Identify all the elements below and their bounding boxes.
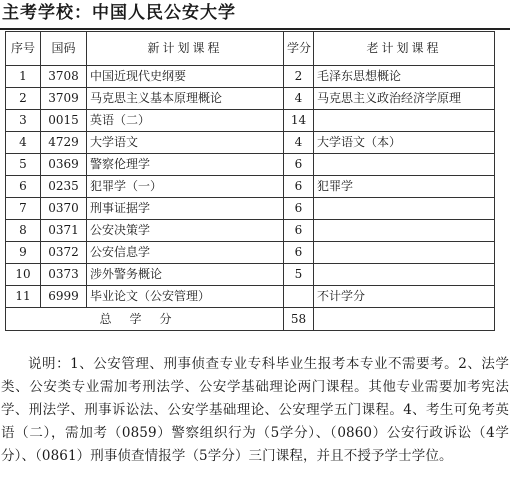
new-course-name: 涉外警务概论 [87, 264, 284, 286]
table-row [6, 286, 495, 308]
total-credits-label: 总学分 [6, 308, 284, 331]
row-number: 7 [6, 198, 41, 220]
old-course-name: 毛泽东思想概论 [314, 66, 495, 88]
old-course-name [314, 242, 495, 264]
course-credit: 6 [284, 198, 314, 220]
course-credit: 4 [284, 88, 314, 110]
course-code: 3708 [41, 66, 87, 88]
course-code: 0372 [41, 242, 87, 264]
course-credit: 6 [284, 242, 314, 264]
course-code: 3709 [41, 88, 87, 110]
table-row [6, 264, 495, 286]
total-row-empty-cell [314, 308, 495, 331]
old-course-name: 不计学分 [314, 286, 495, 308]
col-header-code: 国码 [41, 32, 87, 66]
col-header-no: 序号 [6, 32, 41, 66]
course-code: 0235 [41, 176, 87, 198]
table-row [6, 220, 495, 242]
course-code: 4729 [41, 132, 87, 154]
course-code: 6999 [41, 286, 87, 308]
new-course-name: 公安决策学 [87, 220, 284, 242]
new-course-name: 大学语文 [87, 132, 284, 154]
new-course-name: 公安信息学 [87, 242, 284, 264]
table-row [6, 176, 495, 198]
col-header-old-course: 老计划课程 [314, 32, 495, 66]
table-row [6, 110, 495, 132]
explanation-note: 说明：1、公安管理、刑事侦查专业专科毕业生报考本专业不需要考。2、法学类、公安类专业需加考刑法学、公安学基础理论两门课程。其他专业需要加考宪法学、刑法学、刑事诉讼法、公安学基础理论、公安理学五门课程。4、考生可免考英语（二），需加考（0859）警察组织行为（5学分）、（0860）公安行政诉讼（4学分）、（0861）刑事侦查情报学（5学分）三门课程，并且不授予学士学位。 [1, 356, 509, 464]
course-credit: 2 [284, 66, 314, 88]
table-row [6, 198, 495, 220]
col-header-credit: 学分 [284, 32, 314, 66]
row-number: 3 [6, 110, 41, 132]
row-number: 9 [6, 242, 41, 264]
old-course-name [314, 110, 495, 132]
new-course-name: 警察伦理学 [87, 154, 284, 176]
col-header-new-course: 新计划课程 [87, 32, 284, 66]
course-credit: 4 [284, 132, 314, 154]
course-credit [284, 286, 314, 308]
total-row [6, 308, 495, 331]
school-title: 主考学校：中国人民公安大学 [2, 3, 236, 23]
course-credit: 6 [284, 176, 314, 198]
old-course-name: 马克思主义政治经济学原理 [314, 88, 495, 110]
row-number: 10 [6, 264, 41, 286]
old-course-name [314, 264, 495, 286]
old-course-name [314, 154, 495, 176]
row-number: 11 [6, 286, 41, 308]
table-row [6, 242, 495, 264]
new-course-name: 英语（二） [87, 110, 284, 132]
table-row [6, 132, 495, 154]
new-course-name: 毕业论文（公安管理） [87, 286, 284, 308]
row-number: 1 [6, 66, 41, 88]
new-course-name: 犯罪学（一） [87, 176, 284, 198]
course-plan-table [5, 31, 495, 331]
course-code: 0371 [41, 220, 87, 242]
new-course-name: 马克思主义基本原理概论 [87, 88, 284, 110]
row-number: 2 [6, 88, 41, 110]
course-credit: 6 [284, 220, 314, 242]
course-code: 0015 [41, 110, 87, 132]
row-number: 4 [6, 132, 41, 154]
course-code: 0370 [41, 198, 87, 220]
course-credit: 6 [284, 154, 314, 176]
row-number: 5 [6, 154, 41, 176]
new-course-name: 刑事证据学 [87, 198, 284, 220]
table-header-row [6, 32, 495, 66]
course-code: 0369 [41, 154, 87, 176]
table-row [6, 66, 495, 88]
row-number: 6 [6, 176, 41, 198]
table-row [6, 88, 495, 110]
total-credits-value: 58 [284, 308, 314, 331]
table-row [6, 154, 495, 176]
course-credit: 5 [284, 264, 314, 286]
school-header [0, 0, 510, 30]
old-course-name: 犯罪学 [314, 176, 495, 198]
old-course-name: 大学语文（本） [314, 132, 495, 154]
course-code: 0373 [41, 264, 87, 286]
row-number: 8 [6, 220, 41, 242]
old-course-name [314, 198, 495, 220]
old-course-name [314, 220, 495, 242]
new-course-name: 中国近现代史纲要 [87, 66, 284, 88]
course-credit: 14 [284, 110, 314, 132]
